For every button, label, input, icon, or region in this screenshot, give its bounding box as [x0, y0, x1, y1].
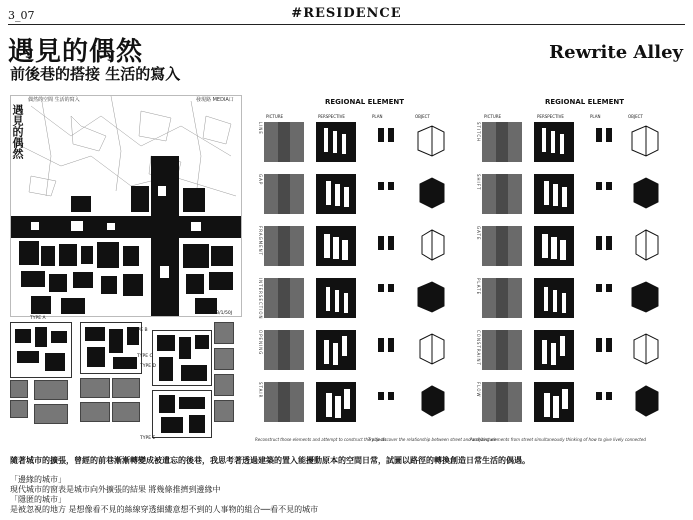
plan-shape [606, 338, 612, 352]
element-object [626, 122, 660, 162]
project-name: Rewrite Alley [549, 42, 683, 63]
perspective-shape [542, 128, 546, 152]
object-shape [418, 126, 444, 156]
element-plan [590, 382, 620, 412]
plan-shape [606, 236, 612, 250]
perspective-shape [344, 187, 349, 207]
column-header: PERSPECTIVE [318, 114, 345, 119]
plan-shape [388, 128, 394, 142]
column-header: OBJECT [415, 114, 430, 119]
element-drawing [412, 174, 452, 214]
element-photo [264, 122, 304, 162]
perspective-shape [342, 134, 346, 154]
perspective-shape [551, 343, 556, 365]
perspective-shape [333, 131, 337, 153]
map-vertical-title: 遇見的偶然 [11, 104, 24, 159]
column-header: PICTURE [484, 114, 502, 119]
element-drawing [534, 278, 574, 318]
perspective-shape [544, 287, 548, 311]
perspective-shape [562, 293, 566, 313]
row-label: GATE [476, 226, 481, 241]
plan-shape [378, 338, 384, 352]
element-plan [372, 278, 402, 308]
perspective-shape [553, 396, 559, 418]
footnote-right: Analyzing elements from street simultaneously thinking of how to give lively connected [470, 437, 646, 442]
object-shape [634, 178, 658, 208]
element-object [412, 278, 446, 318]
perspective-shape [333, 343, 338, 365]
footnote-middle: Try to discover the relationship between street and architecture [368, 437, 497, 442]
plan-shape [596, 338, 602, 352]
photo-shading [496, 278, 508, 318]
type-c-diagram [152, 330, 212, 386]
element-drawing [534, 382, 574, 422]
object-shape [632, 282, 658, 312]
plan-shape [378, 182, 384, 190]
header-rule [8, 24, 685, 25]
element-perspective [316, 226, 356, 266]
type-d-diagram [152, 390, 212, 438]
element-drawing [264, 278, 304, 318]
photo-shading [278, 382, 290, 422]
type-d-label: TYPE D [140, 364, 156, 369]
element-plan [372, 330, 402, 360]
row-label: GAP [258, 174, 263, 186]
element-plan [590, 174, 620, 204]
element-drawing [372, 330, 412, 370]
type-b-label: TYPE B [132, 328, 148, 333]
type-a-drawing [11, 323, 72, 378]
plan-shape [606, 128, 612, 142]
plan-shape [388, 284, 394, 292]
section-tag: #RESIDENCE [291, 6, 402, 21]
row-label: LINE [258, 122, 263, 135]
page-title: 遇見的偶然 [8, 37, 144, 67]
page-subtitle: 前後巷的搭接 生活的寫入 [10, 65, 181, 83]
site-map-drawing [11, 96, 242, 317]
element-perspective [534, 226, 574, 266]
perspective-shape [342, 336, 347, 356]
body-line: 「隱匿的城市」 [10, 495, 66, 504]
column-header: PERSPECTIVE [537, 114, 564, 119]
plan-shape [388, 182, 394, 190]
element-drawing [316, 330, 356, 370]
street-photo [214, 348, 234, 370]
element-perspective [534, 174, 574, 214]
site-label: SITE 3/1/50J [205, 311, 233, 316]
element-object [412, 226, 446, 266]
element-photo [482, 382, 522, 422]
site-map [10, 95, 242, 317]
element-plan [590, 226, 620, 256]
element-plan [372, 174, 402, 204]
element-drawing [534, 122, 574, 162]
body-line: 「邊緣的城市」 [10, 475, 66, 484]
street-photo [214, 400, 234, 422]
perspective-shape [326, 181, 331, 205]
element-plan [372, 122, 402, 152]
type-c-drawing [153, 331, 212, 386]
element-photo [482, 226, 522, 266]
element-drawing [316, 226, 356, 266]
element-perspective [316, 278, 356, 318]
element-plan [372, 382, 402, 412]
photo-shading [496, 330, 508, 370]
perspective-shape [542, 234, 548, 258]
plan-shape [606, 392, 612, 400]
row-label: PLATE [476, 278, 481, 296]
element-plan [372, 226, 402, 256]
photo-shading [278, 278, 290, 318]
element-object [412, 174, 446, 214]
element-perspective [316, 174, 356, 214]
type-c-label: TYPE C [137, 354, 153, 359]
photo-shading [278, 122, 290, 162]
row-label: FRAGMENT [258, 226, 263, 257]
plan-shape [596, 284, 602, 292]
element-drawing [412, 278, 452, 318]
element-drawing [590, 330, 630, 370]
perspective-shape [324, 234, 330, 258]
row-label: SHIFT [476, 174, 481, 191]
perspective-shape [344, 389, 350, 409]
element-perspective [534, 382, 574, 422]
element-drawing [482, 226, 522, 266]
street-photo [10, 400, 28, 418]
street-photo [80, 378, 110, 398]
element-perspective [316, 122, 356, 162]
perspective-shape [326, 287, 330, 311]
footnote-left: Reconstruct those elements and attempt to construct the objects [255, 437, 387, 442]
street-photo [112, 402, 140, 422]
element-perspective [316, 382, 356, 422]
element-photo [264, 174, 304, 214]
column-header: PLAN [590, 114, 601, 119]
element-drawing [590, 226, 630, 266]
perspective-shape [324, 340, 329, 364]
element-object [626, 278, 660, 318]
row-label: STAIR [258, 382, 263, 399]
object-shape [422, 230, 444, 260]
perspective-shape [544, 181, 549, 205]
element-drawing [372, 122, 412, 162]
element-drawing [626, 330, 666, 370]
type-a-label: TYPE A [30, 316, 46, 321]
element-drawing [534, 174, 574, 214]
element-photo [264, 330, 304, 370]
element-drawing [264, 382, 304, 422]
body-line: 是被忽視的地方 是想像看不見的絲線穿透細縷意想不到的人事物的組合──看不見的城市 [10, 505, 319, 514]
element-plan [590, 122, 620, 152]
object-shape [632, 126, 658, 156]
plan-shape [596, 182, 602, 190]
plan-shape [596, 236, 602, 250]
element-plan [590, 278, 620, 308]
plan-shape [596, 392, 602, 400]
photo-shading [496, 174, 508, 214]
column-header: PICTURE [266, 114, 284, 119]
object-shape [420, 178, 444, 208]
perspective-shape [553, 184, 558, 206]
element-drawing [316, 122, 356, 162]
element-object [412, 122, 446, 162]
plan-shape [388, 392, 394, 400]
body-lead: 隨著城市的擴張，曾經的前巷漸漸轉變成被遺忘的後巷，我思考著透過建築的置入能擾動原本的空間日常，試圖以路徑的轉換創造日常生活的偶遇。 [10, 455, 530, 465]
element-drawing [482, 382, 522, 422]
photo-shading [496, 382, 508, 422]
plan-shape [378, 284, 384, 292]
element-drawing [412, 122, 452, 162]
regional-element-title-left: REGIONAL ELEMENT [325, 98, 405, 106]
plan-shape [378, 236, 384, 250]
element-perspective [534, 122, 574, 162]
photo-shading [496, 122, 508, 162]
plan-shape [378, 392, 384, 400]
row-label: OPENING [258, 330, 263, 356]
perspective-shape [324, 128, 328, 152]
element-drawing [316, 174, 356, 214]
row-label: CONSTRAINT [476, 330, 481, 366]
plan-shape [606, 284, 612, 292]
element-drawing [412, 330, 452, 370]
element-object [626, 330, 660, 370]
plan-shape [388, 236, 394, 250]
street-photo [112, 378, 140, 398]
perspective-shape [542, 340, 547, 364]
element-photo [264, 226, 304, 266]
photo-shading [278, 174, 290, 214]
perspective-shape [344, 293, 348, 313]
element-drawing [372, 382, 412, 422]
element-drawing [482, 330, 522, 370]
element-drawing [626, 382, 666, 422]
element-drawing [626, 122, 666, 162]
perspective-shape [326, 393, 332, 417]
body-line: 現代城市的窗表是城市向外擴張的結果 將幾條推擠到邊緣中 [10, 485, 221, 494]
page-number: 3_07 [8, 9, 35, 22]
element-drawing [264, 330, 304, 370]
perspective-shape [335, 290, 339, 312]
element-photo [482, 278, 522, 318]
perspective-shape [335, 396, 341, 418]
street-photo [80, 402, 110, 422]
map-caption: 偶然的空間 生活的寫入 [28, 97, 80, 103]
element-drawing [412, 382, 452, 422]
perspective-shape [333, 237, 339, 259]
row-label: STITCH [476, 122, 481, 143]
element-drawing [482, 278, 522, 318]
object-shape [420, 334, 444, 364]
element-drawing [372, 278, 412, 318]
element-object [626, 226, 660, 266]
element-drawing [626, 174, 666, 214]
plan-shape [388, 338, 394, 352]
row-label: FLOW [476, 382, 481, 398]
element-drawing [316, 382, 356, 422]
element-drawing [590, 122, 630, 162]
element-drawing [372, 174, 412, 214]
element-object [412, 330, 446, 370]
element-plan [590, 330, 620, 360]
perspective-shape [562, 389, 568, 409]
type-d-drawing [153, 391, 212, 438]
object-shape [418, 282, 444, 312]
element-drawing [264, 174, 304, 214]
element-drawing [482, 122, 522, 162]
element-drawing [534, 330, 574, 370]
element-drawing [590, 174, 630, 214]
object-shape [636, 386, 658, 416]
perspective-shape [553, 290, 557, 312]
element-drawing [316, 278, 356, 318]
column-header: OBJECT [628, 114, 643, 119]
plan-shape [378, 128, 384, 142]
perspective-shape [544, 393, 550, 417]
element-photo [482, 330, 522, 370]
perspective-shape [560, 336, 565, 356]
photo-shading [496, 226, 508, 266]
element-photo [264, 382, 304, 422]
photo-shading [278, 330, 290, 370]
element-drawing [626, 226, 666, 266]
map-caption-right: 發現路 MEDIA口 [196, 97, 234, 103]
element-photo [264, 278, 304, 318]
element-drawing [590, 382, 630, 422]
element-drawing [372, 226, 412, 266]
element-photo [482, 174, 522, 214]
plan-shape [606, 182, 612, 190]
perspective-shape [342, 240, 348, 260]
element-drawing [590, 278, 630, 318]
photo-shading [278, 226, 290, 266]
object-shape [634, 334, 658, 364]
perspective-shape [562, 187, 567, 207]
perspective-shape [560, 134, 564, 154]
object-shape [636, 230, 658, 260]
row-label: INTERSECTION [258, 278, 263, 320]
element-drawing [482, 174, 522, 214]
street-photo [34, 404, 68, 424]
regional-element-title-right: REGIONAL ELEMENT [545, 98, 625, 106]
street-photo [10, 380, 28, 398]
street-photo [214, 322, 234, 344]
element-drawing [264, 226, 304, 266]
element-perspective [534, 330, 574, 370]
perspective-shape [560, 240, 566, 260]
element-photo [482, 122, 522, 162]
plan-shape [596, 128, 602, 142]
object-shape [422, 386, 444, 416]
column-header: PLAN [372, 114, 383, 119]
element-object [626, 382, 660, 422]
element-object [626, 174, 660, 214]
perspective-shape [551, 237, 557, 259]
type-e-label: TYPE E [140, 436, 156, 441]
perspective-shape [551, 131, 555, 153]
element-perspective [316, 330, 356, 370]
type-a-diagram [10, 322, 72, 378]
element-drawing [264, 122, 304, 162]
element-object [412, 382, 446, 422]
element-perspective [534, 278, 574, 318]
perspective-shape [335, 184, 340, 206]
street-photo [214, 374, 234, 396]
element-drawing [626, 278, 666, 318]
street-photo [34, 380, 68, 400]
element-drawing [534, 226, 574, 266]
element-drawing [412, 226, 452, 266]
